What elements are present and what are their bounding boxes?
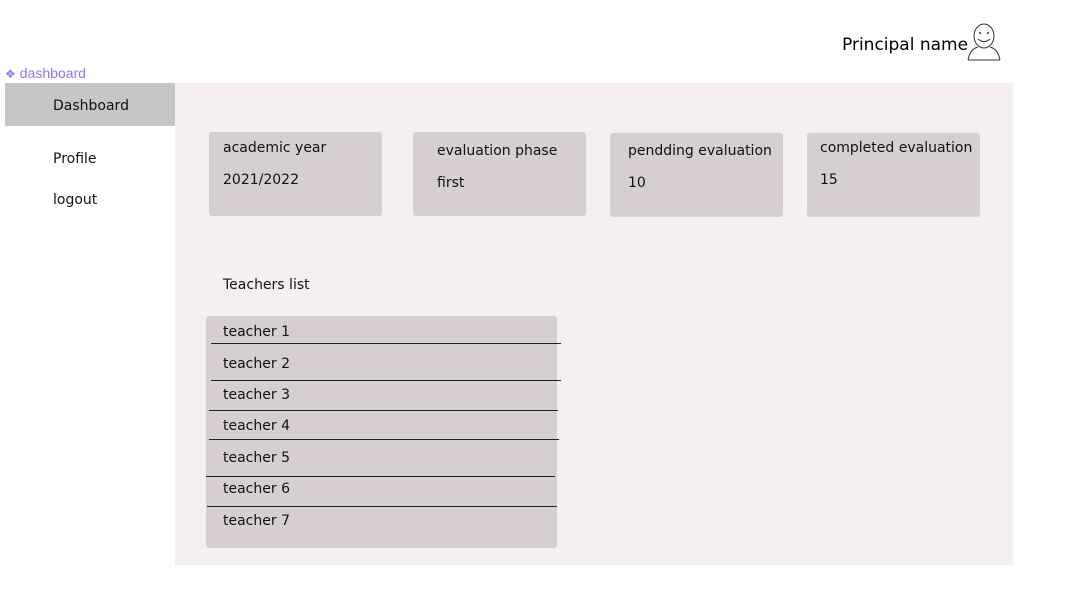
frame-label-text: dashboard	[19, 65, 86, 81]
stat-value: first	[437, 175, 465, 191]
component-diamond-icon: ❖	[5, 67, 16, 81]
teachers-list-title: Teachers list	[223, 277, 310, 293]
sidebar-item-dashboard[interactable]	[5, 83, 175, 126]
list-divider	[207, 506, 557, 507]
stat-value: 2021/2022	[223, 172, 299, 188]
teachers-list	[206, 316, 557, 548]
teacher-list-item-6[interactable]: teacher 6	[223, 481, 290, 497]
frame-label	[5, 65, 86, 81]
list-divider	[209, 439, 559, 440]
principal-name[interactable]: Principal name	[842, 35, 969, 55]
list-divider	[206, 476, 555, 477]
sidebar-item-profile[interactable]: Profile	[53, 151, 97, 167]
teacher-list-item-4[interactable]: teacher 4	[223, 418, 290, 434]
list-divider	[209, 410, 558, 411]
stat-card-academic-year	[209, 132, 382, 216]
stat-value: 15	[820, 172, 838, 188]
main-panel	[175, 83, 1013, 565]
stat-card-pending-evaluation	[610, 133, 783, 217]
teacher-list-item-5[interactable]: teacher 5	[223, 450, 290, 466]
stat-value: 10	[628, 175, 646, 191]
sidebar-item-logout[interactable]: logout	[53, 192, 98, 208]
stat-card-completed-evaluation	[807, 133, 980, 217]
stat-label: pendding evaluation	[628, 143, 772, 159]
teacher-list-item-1[interactable]: teacher 1	[223, 324, 290, 340]
stat-card-evaluation-phase	[413, 132, 586, 216]
teacher-list-item-2[interactable]: teacher 2	[223, 356, 290, 372]
stat-label: completed evaluation	[820, 140, 973, 156]
sidebar-item-label: Dashboard	[53, 98, 129, 114]
teacher-list-item-7[interactable]: teacher 7	[223, 513, 290, 529]
list-divider	[211, 380, 561, 381]
stat-label: evaluation phase	[437, 143, 558, 159]
smiley-person-icon[interactable]	[966, 22, 1002, 62]
list-divider	[211, 343, 561, 344]
stat-label: academic year	[223, 140, 327, 156]
teacher-list-item-3[interactable]: teacher 3	[223, 387, 290, 403]
